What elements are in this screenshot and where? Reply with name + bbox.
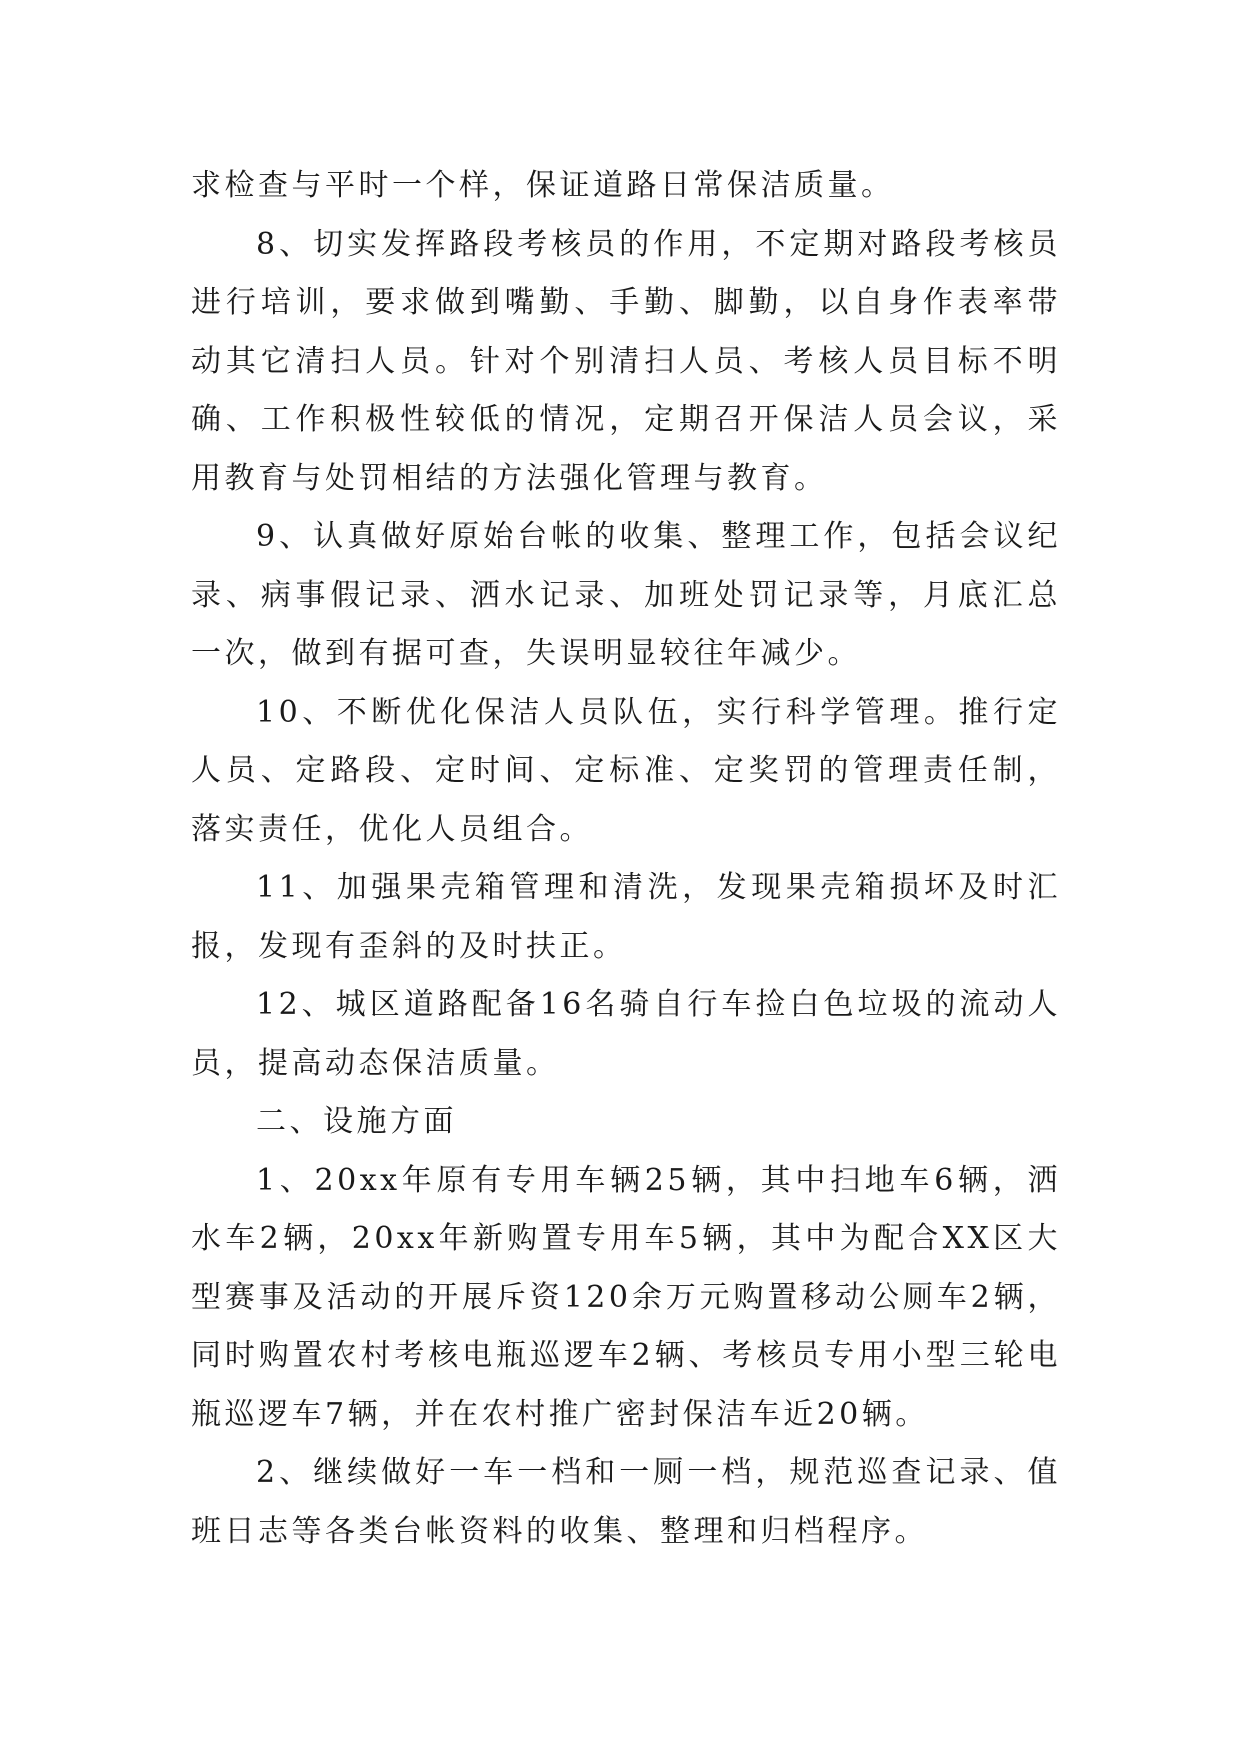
paragraph-item-10: 10、不断优化保洁人员队伍，实行科学管理。推行定人员、定路段、定时间、定标准、定奖罚的管理责任制，落实责任，优化人员组合。 <box>191 694 1061 847</box>
section-heading-facilities: 二、设施方面 <box>256 1104 457 1139</box>
paragraph-item-8: 8、切实发挥路段考核员的作用，不定期对路段考核员进行培训，要求做到嘴勤、手勤、脚勤，以自身作表率带动其它清扫人员。针对个别清扫人员、考核人员目标不明确、工作积极性较低的情况，定期召开保洁人员会议，采用教育与处罚相结的方法强化管理与教育。 <box>191 226 1061 496</box>
paragraph-item-12: 12、城区道路配备16名骑自行车捡白色垃圾的流动人员，提高动态保洁质量。 <box>191 987 1061 1081</box>
document-body <box>191 157 1061 1561</box>
paragraph-facilities-item-2: 2、继续做好一车一档和一厕一档，规范巡查记录、值班日志等各类台帐资料的收集、整理和归档程序。 <box>191 1455 1061 1549</box>
paragraph-continuation: 求检查与平时一个样，保证道路日常保洁质量。 <box>191 168 895 203</box>
paragraph-facilities-item-1: 1、20xx年原有专用车辆25辆，其中扫地车6辆，洒水车2辆，20xx年新购置专用车5辆，其中为配合XX区大型赛事及活动的开展斥资120余万元购置移动公厕车2辆，同时购置农村考核电瓶巡逻车2辆、考核员专用小型三轮电瓶巡逻车7辆，并在农村推广密封保洁车近20辆。 <box>191 1162 1061 1432</box>
paragraph-item-11: 11、加强果壳箱管理和清洗，发现果壳箱损坏及时汇报，发现有歪斜的及时扶正。 <box>191 870 1061 964</box>
paragraph-item-9: 9、认真做好原始台帐的收集、整理工作，包括会议纪录、病事假记录、洒水记录、加班处罚记录等，月底汇总一次，做到有据可查，失误明显较往年减少。 <box>191 519 1061 671</box>
